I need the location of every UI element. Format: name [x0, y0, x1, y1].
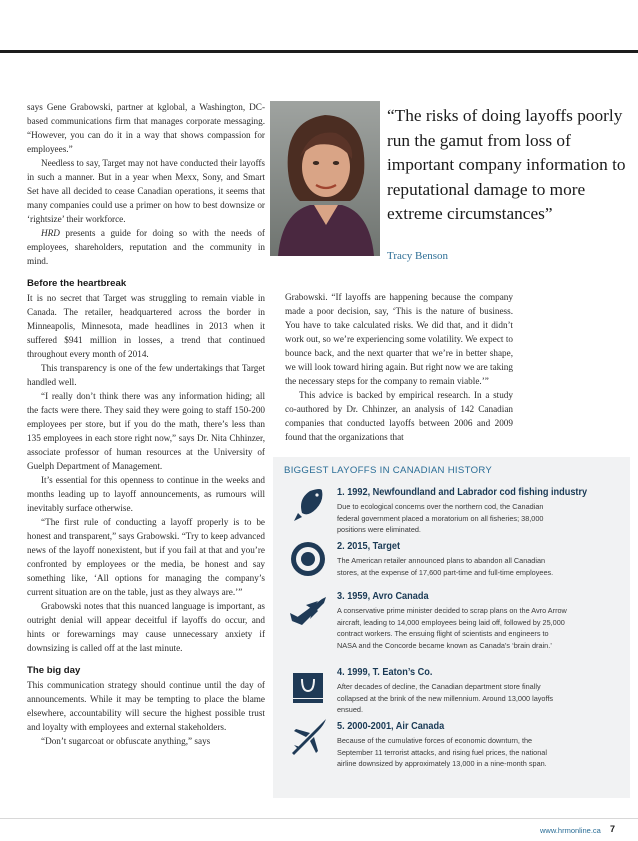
entry-heading: 3. 1959, Avro Canada [337, 591, 429, 602]
section-heading: The big day [27, 665, 81, 676]
pull-quote: “The risks of doing layoffs poorly run the gamut from loss of important company information to reputational damage to more extreme circumstances” [387, 106, 626, 223]
paragraph: Grabowski. “If layoffs are happening because the company made a poor decision, say, ‘This is the nature of business. You have to take calculated risks. We did that, and it didn’t work out, so we’re experiencing some volatility. We expect to bounce back, and the next quarter that we’re in better shape, we will look toward hiring again. But right now we are taking the necessary steps for the company to remain viable.’” [285, 292, 513, 386]
paragraph: Needless to say, Target may not have conducted their layoffs in such a manner. But in a year when Mexx, Sony, and Smart Set have all decided to cease Canadian operations, it seems that many companies could use a primer on how to best downsize or ‘rightsize’ their workforce. [27, 158, 265, 224]
middle-column [285, 290, 513, 444]
layoffs-sidebar [273, 457, 630, 798]
paragraph: “I really don’t think there was any information hiding; all the facts were there. They said they were going to staff 150-200 employees per store, but if you do the math, there’s less than 135 employees in each store right now,” says Dr. Nita Chhinzer, associate professor of human resources at the University of Guelph Department of Management. [27, 391, 265, 471]
magazine-name: HRD [41, 228, 60, 238]
entry-description: After decades of decline, the Canadian department store finally collapsed at the brink of the new millennium. Around 13,000 layoffs ensued. [337, 682, 554, 714]
target-icon [288, 539, 328, 579]
paragraph: Grabowski notes that this nuanced language is important, as outright denial will appear deceitful if layoffs do occur, and hints or forewarnings may cause unnecessary anxiety if downsizing is called off at the last minute. [27, 601, 265, 653]
footer-rule [0, 818, 638, 819]
paragraph: says Gene Grabowski, partner at kglobal, a Washington, DC-based communications firm that manages corporate messaging. “However, you can do it in a way that shows compassion for employees.” [27, 102, 265, 154]
entry-description: The American retailer announced plans to abandon all Canadian stores, at the expense of 17,600 part-time and full-time employees. [337, 556, 554, 577]
paragraph: It is no secret that Target was struggling to remain viable in Canada. The retailer, headquartered across the border in Minneapolis, Minnesota, made headlines in 2013 when it suffered $941 million in losses, a trend that continued throughout every month of 2014. [27, 293, 265, 359]
paragraph: “The first rule of conducting a layoff properly is to be honest and transparent,” says Grabowski. “Try to keep advanced news of the layoff nonexistent, but if you fail at that and you’re confronted by employees or the media, be honest and say something like, ‘All options for managing the company’s current situation are on the table, just as they always are.’” [27, 517, 265, 597]
shopping-bag-icon [288, 665, 328, 705]
entry-description: A conservative prime minister decided to scrap plans on the Avro Arrow aircraft, leading to 14,000 employees being laid off, followed by 25,000 contract workers. The ensuing flight of scientists and engineers to NASA and the Concorde became known as Canada’s ‘brain drain.’ [337, 606, 567, 650]
jet-icon [288, 591, 328, 631]
paragraph: This advice is backed by empirical research. In a study co-authored by Dr. Chhinzer, an analysis of 142 Canadian companies that conducted layoffs between 2006 and 2009 found that the organizations that [285, 390, 513, 442]
paragraph: It’s essential for this openness to continue in the weeks and months leading up to layoff announcements, as rumours will inevitably surface otherwise. [27, 475, 265, 513]
left-column [27, 100, 265, 748]
entry-heading: 5. 2000-2001, Air Canada [337, 721, 445, 732]
entry-description: Because of the cumulative forces of economic downturn, the September 11 terrorist attacks, and rising fuel prices, the national airline downsized by approximately 13,000 in a nine-month span. [337, 736, 547, 768]
pull-quote-attribution: Tracy Benson [387, 250, 449, 262]
fish-icon [288, 485, 328, 525]
portrait-photo [270, 101, 380, 256]
entry-heading: 1. 1992, Newfoundland and Labrador cod fishing industry [337, 487, 588, 498]
paragraph: This communication strategy should continue until the day of announcements. While it may be tempting to place the blame elsewhere, accountability will secure the highest possible trust and loyalty with employees and external stakeholders. [27, 680, 265, 732]
paragraph-text: presents a guide for doing so with the needs of employees, shareholders, reputation and the community in mind. [27, 228, 265, 266]
paragraph: This transparency is one of the few undertakings that Target handled well. [27, 363, 265, 387]
paragraph: “Don’t sugarcoat or obfuscate anything,” says [41, 736, 211, 746]
sidebar-title: BIGGEST LAYOFFS IN CANADIAN HISTORY [284, 465, 493, 476]
entry-heading: 2. 2015, Target [337, 541, 401, 552]
paragraph [27, 226, 265, 268]
airplane-icon [288, 717, 328, 757]
entry-description: Due to ecological concerns over the northern cod, the Canadian federal government placed a moratorium on all fisheries; 38,000 positions were eliminated. [337, 502, 544, 534]
footer-url[interactable]: www.hrmonline.ca [540, 826, 601, 835]
page-number: 7 [610, 824, 616, 834]
top-rule [0, 50, 638, 53]
section-heading: Before the heartbreak [27, 278, 127, 289]
entry-heading: 4. 1999, T. Eaton’s Co. [337, 667, 433, 678]
